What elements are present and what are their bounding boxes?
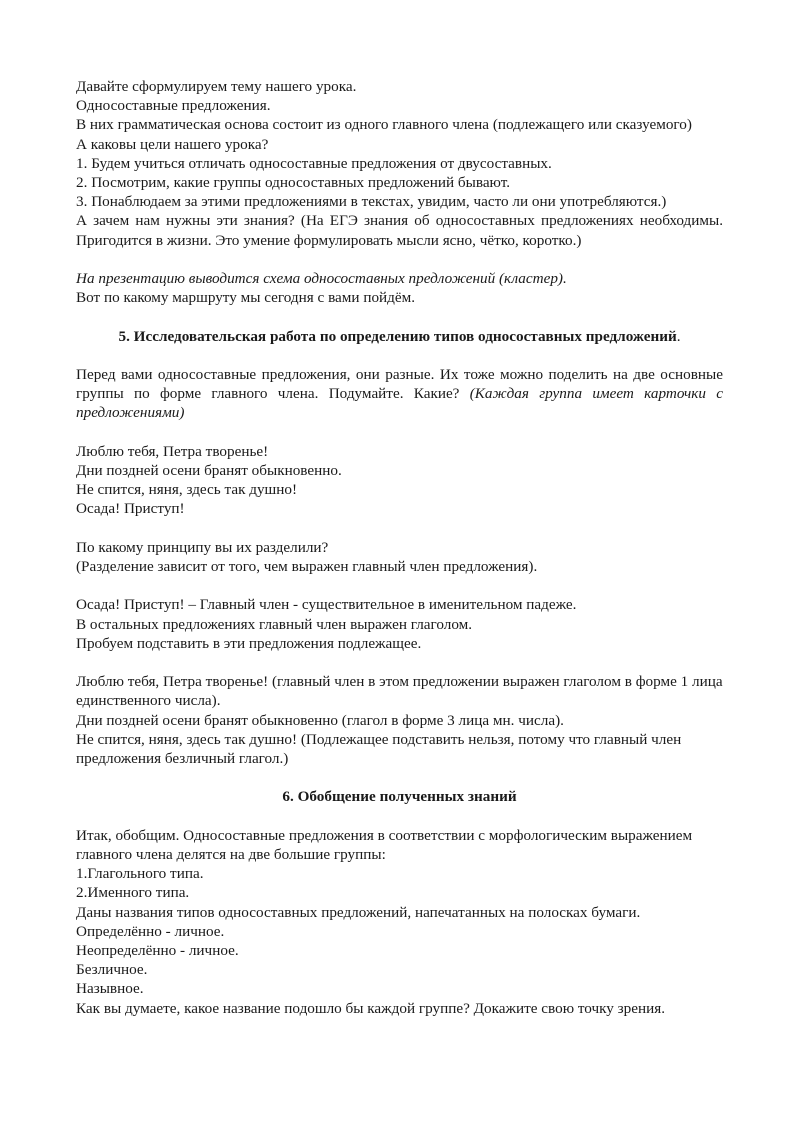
answer-line: (Разделение зависит от того, чем выражен главный член предложения). [76,558,538,575]
type-item: Безличное. [76,961,148,979]
section-6-heading: 6. Обобщение полученных знаний [282,788,517,806]
italic-note: На презентацию выводится схема односоставных предложений (кластер). [76,270,567,288]
analysis-line: В остальных предложениях главный член выражен глаголом. [76,615,473,633]
section-5-heading [76,327,723,346]
intro-line: А зачем нам нужны эти знания? (На ЕГЭ знания об односоставных предложениях необходимы. Пригодится в жизни. Это умение формулировать мысли ясно, чётко, коротко.) [76,212,723,249]
closing-question: Как вы думаете, какое название подошло бы каждой группе? Докажите свою точку зрения. [76,999,666,1017]
spacer [76,807,723,826]
spacer [76,250,723,269]
types-intro: Даны названия типов односоставных предложений, напечатанных на полосках бумаги. [76,903,641,921]
goal-item: 3. Понаблюдаем за этими предложениями в текстах, увидим, часто ли они употребляются.) [76,193,667,211]
intro-line: Давайте сформулируем тему нашего урока. [76,78,357,95]
type-item: Назывное. [76,980,144,998]
route-line: Вот по какому маршруту мы сегодня с вами пойдём. [76,289,416,307]
spacer [76,768,723,787]
detail-line: Люблю тебя, Петра творенье! (главный член в этом предложении выражен глаголом в форме 1 лица единственного числа). [76,673,723,710]
section-5-heading-tail: . [676,327,681,345]
example-sentence: Осада! Приступ! [76,500,185,518]
spacer [76,423,723,442]
example-sentence: Не спится, няня, здесь так душно! [76,481,298,499]
detail-line: Дни поздней осени бранят обыкновенно (глагол в форме 3 лица мн. числа). [76,711,564,729]
presentation-note [76,269,723,288]
task-italic: (Каждая группа имеет карточки с предложениями) [76,385,723,422]
example-sentence: Люблю тебя, Петра творенье! [76,442,269,460]
detail-line: Не спится, няня, здесь так душно! (Подлежащее подставить нельзя, потому что главный член предложения безличный глагол.) [76,730,682,767]
group-item: 2.Именного типа. [76,884,190,902]
spacer [76,346,723,365]
section-5-heading-text: 5. Исследовательская работа по определению типов односоставных предложений [118,327,677,345]
summary-paragraph: Итак, обобщим. Односоставные предложения в соответствии с морфологическим выражением главного члена делятся на две большие группы: [76,826,693,863]
analysis-line: Осада! Приступ! – Главный член - существительное в именительном падеже. [76,596,577,614]
spacer [76,519,723,538]
spacer [76,307,723,326]
spacer [76,576,723,595]
spacer [76,653,723,672]
question-line: По какому принципу вы их разделили? [76,538,329,556]
intro-line: В них грамматическая основа состоит из одного главного члена (подлежащего или сказуемого) [76,116,692,134]
analysis-line: Пробуем подставить в эти предложения подлежащее. [76,634,422,652]
goal-item: 1. Будем учиться отличать односоставные предложения от двусоставных. [76,154,552,172]
group-item: 1.Глагольного типа. [76,865,204,883]
document-page [76,77,723,1018]
task-paragraph [76,365,723,423]
task-text: Перед вами односоставные предложения, они разные. Их тоже можно поделить на две основные группы по форме главного члена. Подумайте. Какие? [76,366,723,403]
type-item: Неопределённо - личное. [76,942,239,959]
intro-line: А каковы цели нашего урока? [76,135,269,153]
goal-item: 2. Посмотрим, какие группы односоставных предложений бывают. [76,174,510,192]
intro-line: Односоставные предложения. [76,97,271,115]
example-sentence: Дни поздней осени бранят обыкновенно. [76,462,342,479]
type-item: Определённо - личное. [76,922,225,940]
